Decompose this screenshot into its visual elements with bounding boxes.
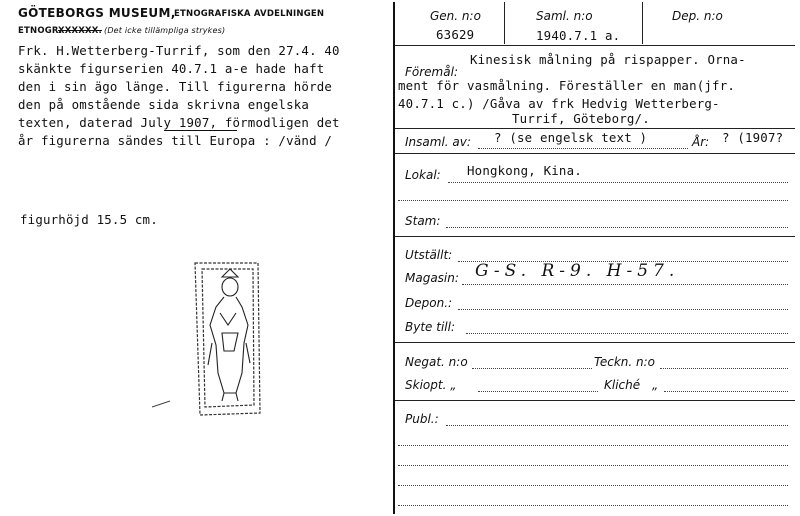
ar-value: ? (1907? <box>722 130 784 145</box>
date-underline <box>164 130 237 131</box>
lokal-value: Hongkong, Kina. <box>467 163 582 178</box>
byte-rule <box>395 342 795 343</box>
utstallt-label: Utställt: <box>405 248 453 262</box>
insaml-dots <box>478 148 688 149</box>
saml-no-label: Saml. n:o <box>536 9 593 23</box>
foremal-line: Turrif, Göteborg/. <box>512 111 650 126</box>
ar-label: År: <box>692 135 710 149</box>
skiopt-label: Skiopt. „ <box>405 378 457 392</box>
publ-dots-4 <box>398 485 788 486</box>
saml-no-value: 1940.7.1 a. <box>536 28 621 43</box>
teckn-label: Teckn. n:o <box>594 355 656 369</box>
lokal-dots-2 <box>398 200 788 201</box>
header-note: (Det icke tillämpliga strykes) <box>104 26 226 35</box>
depon-label: Depon.: <box>405 296 453 310</box>
kliche-quote: „ <box>652 378 659 392</box>
kliche-dots <box>664 391 788 392</box>
column-divider <box>642 2 643 44</box>
figure-height-note: figurhöjd 15.5 cm. <box>20 212 158 227</box>
negat-label: Negat. n:o <box>405 355 468 369</box>
note-line: Frk. H.Wetterberg-Turrif, som den 27.4. 40 <box>18 43 340 58</box>
skiopt-dots <box>478 391 598 392</box>
note-line: år figurerna sändes till Europa : /vänd / <box>18 133 333 148</box>
publ-label: Publ.: <box>405 412 439 426</box>
magasin-value: G-S. R-9. H-57. <box>475 261 680 281</box>
department-name: ETNOGRAFISKA AVDELNINGEN <box>174 9 325 19</box>
skiopt-rule <box>395 400 795 401</box>
museum-name: GÖTEBORGS MUSEUM, <box>18 6 176 20</box>
gen-no-value: 63629 <box>436 27 475 42</box>
teckn-dots <box>660 368 788 369</box>
foremal-line: 40.7.1 c.) /Gåva av frk Hedvig Wetterberg- <box>398 96 720 111</box>
publ-dots-3 <box>398 465 788 466</box>
magasin-dots <box>462 284 788 285</box>
lokal-dots <box>448 182 788 183</box>
publ-dots-5 <box>398 505 788 506</box>
stam-dots <box>446 227 788 228</box>
note-line: texten, daterad July 1907, förmodligen det <box>18 115 340 130</box>
insaml-label: Insaml. av: <box>405 135 471 149</box>
foremal-line: ment för vasmålning. Föreställer en man(jfr. <box>398 78 736 93</box>
publ-dots <box>446 425 788 426</box>
note-line: skänkte figurserien 40.7.1 a-e hade haft <box>18 61 325 76</box>
lokal-label: Lokal: <box>405 168 441 182</box>
insaml-value: ? (se engelsk text ) <box>494 130 648 145</box>
figure-sketch <box>150 255 270 420</box>
etnogr-label: ETNOGR. <box>18 26 63 36</box>
foremal-line: Kinesisk målning på rispapper. Orna- <box>470 52 746 67</box>
card-divider <box>393 2 395 514</box>
magasin-label: Magasin: <box>405 271 459 285</box>
insaml-rule <box>395 153 795 154</box>
stam-rule <box>395 236 795 237</box>
kliche-label: Kliché <box>604 378 641 392</box>
struck-label: XXXXXX. <box>58 26 102 36</box>
gen-no-label: Gen. n:o <box>430 9 481 23</box>
header-rule <box>395 45 795 46</box>
publ-dots-2 <box>398 445 788 446</box>
negat-dots <box>472 368 592 369</box>
byte-label: Byte till: <box>405 320 455 334</box>
foremal-rule <box>395 128 795 129</box>
byte-dots <box>466 333 788 334</box>
note-line: den i sin ägo länge. Till figurerna hörde <box>18 79 333 94</box>
column-divider <box>504 2 505 44</box>
note-line: den på omstående sida skrivna engelska <box>18 97 310 112</box>
foremal-label: Föremål: <box>405 65 458 79</box>
dep-no-label: Dep. n:o <box>672 9 723 23</box>
stam-label: Stam: <box>405 214 441 228</box>
depon-dots <box>458 309 788 310</box>
